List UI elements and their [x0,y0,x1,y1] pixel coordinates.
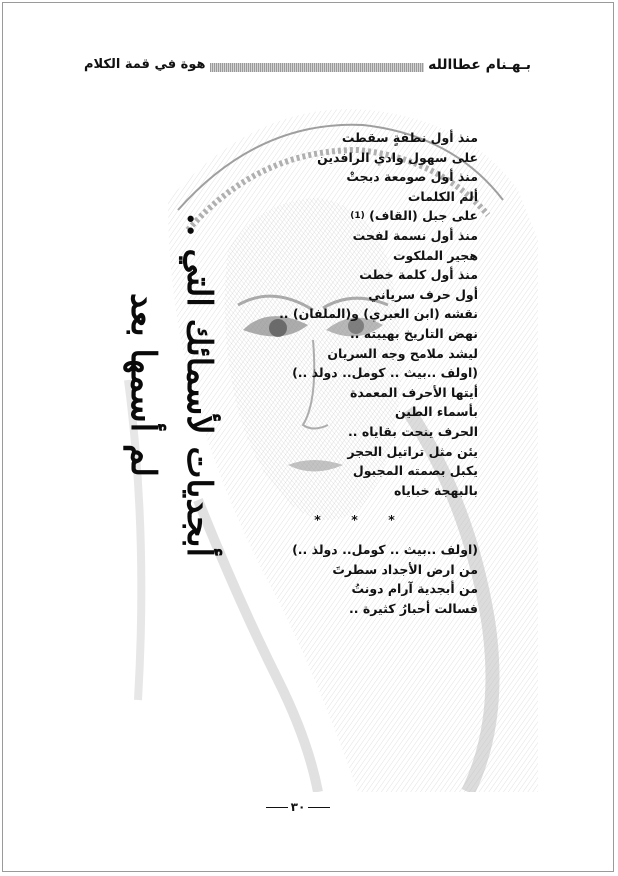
poem-line: ليشد ملامح وجه السريان [327,345,478,361]
page-footer [258,800,338,820]
poem-line: منذ أول صومعة دبجتْ [346,169,478,185]
poem-title-line-2: لم أسمها بعد [123,293,163,477]
poem-title-line-2-column [117,150,169,620]
poem-line: نقشه (ابن العبري) و(الملفان) .. [279,306,478,322]
header-book-title: هوة في قمة الكلام [80,56,210,74]
header-author: بـهـنام عطاالله [424,56,535,74]
poem-body [218,128,478,619]
separator-star: * [388,512,395,528]
footer-dash-left [308,807,330,808]
poem-line: ألم الكلمات [407,188,478,204]
poem-line: منذ أول نسمة لفحت [352,227,478,243]
poem-line: الحرف ينحت بقاياه .. [347,423,478,439]
poem-line: بالبهجة خباياه [394,482,478,498]
footnote-marker: (1) [350,211,365,222]
separator-star: * [314,512,321,528]
poem-line: من أبجدية آرام دونتُ [351,581,478,597]
section-separator [218,500,478,540]
footer-dash-right [266,807,288,808]
poem-line: أول حرف سرياني [368,286,478,302]
poem-line: فسالت أحبارُ كثيرة .. [349,601,478,617]
poem-line: يكبل بصمته المجبول [352,463,478,479]
poem-line: على سهول وادي الرافدين [317,149,478,165]
poem-line: (اولف ..بيث .. كومل.. دولذ ..) [292,542,478,558]
poem-line: يئن مثل تراتيل الحجر [347,443,478,459]
poem-line: منذ أول نطفةٍ سقطت [341,130,478,145]
poem-line-with-footnote [218,206,478,226]
page-number: ٣٠ [290,800,306,814]
poem-line: هجير الملكوت [392,247,478,263]
poem-line: من ارض الأجداد سطرتَ [332,561,478,577]
poem-title [117,150,225,620]
poem-line: نهض التاريخ بهيبته .. [349,325,478,341]
poem-line: بأسماء الطين [394,404,478,420]
poem-line-text: على جبل (القاف) [369,208,478,224]
poem-title-line-1: أبجديات لأسمائك التي .. [179,212,220,558]
separator-star: * [351,512,358,528]
poem-line: أيتها الأحرف المعمدة [349,384,478,400]
poem-line: (اولف ..بيث .. كومل.. دولذ ..) [292,365,478,381]
running-header [80,57,535,74]
poem-line: منذ أول كلمة خطت [359,267,478,283]
